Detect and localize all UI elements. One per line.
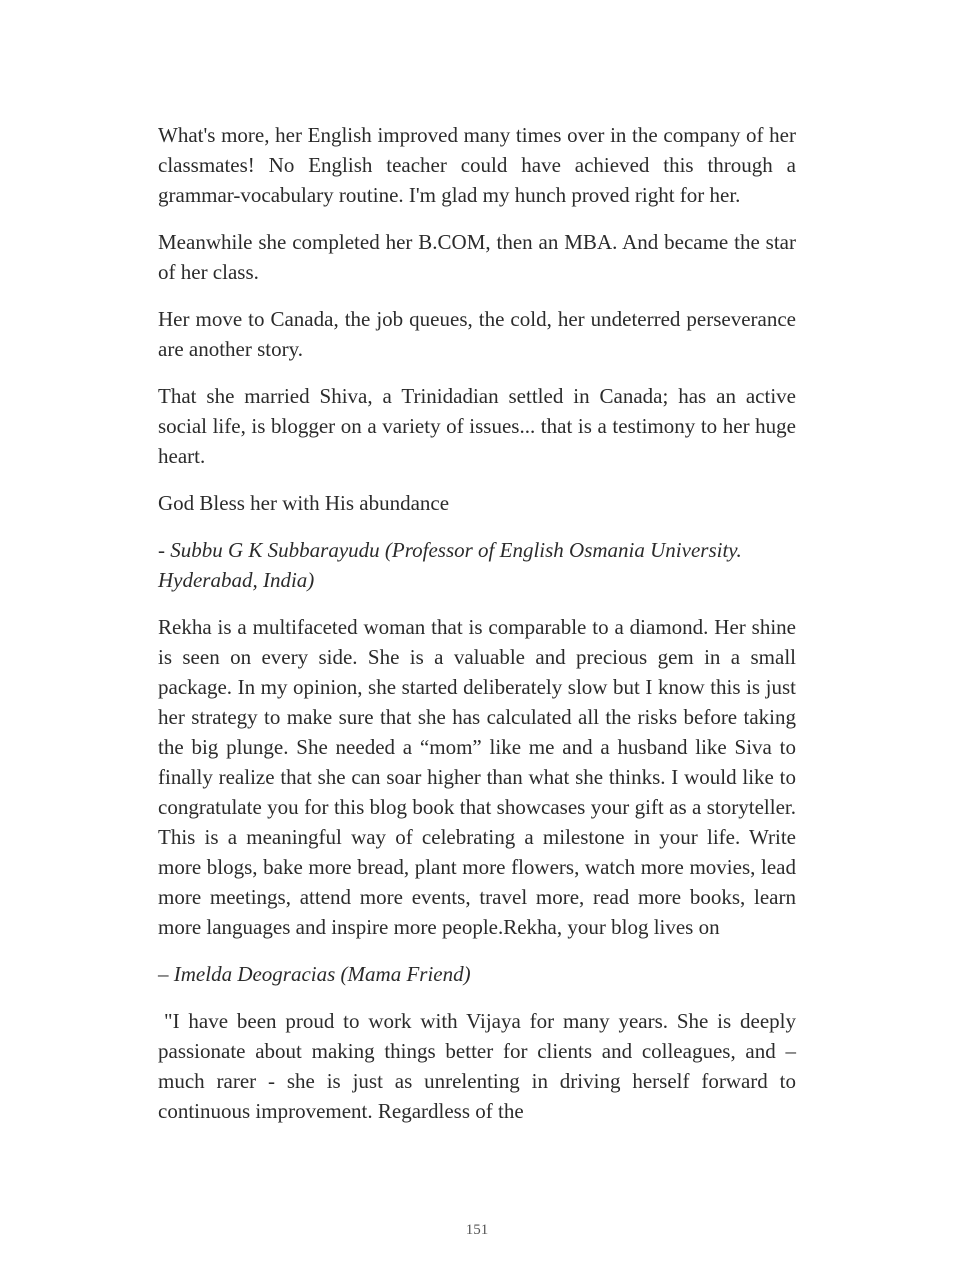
paragraph-married-shiva: That she married Shiva, a Trinidadian settled in Canada; has an active social life, is blogger on a variety of issues... that is a testimony to her huge heart. — [158, 384, 796, 468]
attribution-subbarayudu — [158, 535, 796, 595]
paragraph-english-improved: What's more, her English improved many times over in the company of her classmates! No English teacher could have achieved this through a grammar-vocabulary routine. I'm glad my hunch proved right for her. — [158, 123, 796, 207]
paragraph-god-bless: God Bless her with His abundance — [158, 491, 450, 515]
attribution-subbarayudu-text: Subbu G K Subbarayudu (Professor of English Osmania University. Hyderabad, India) — [158, 538, 742, 592]
paragraph-bcom-mba: Meanwhile she completed her B.COM, then an MBA. And became the star of her class. — [158, 230, 796, 284]
attribution-imelda: – Imelda Deogracias (Mama Friend) — [158, 962, 471, 986]
paragraph-move-to-canada: Her move to Canada, the job queues, the cold, her undeterred perseverance are another story. — [158, 307, 796, 361]
page-number: 151 — [465, 1222, 489, 1238]
testimonial-vijaya: "I have been proud to work with Vijaya for many years. She is deeply passionate about making things better for clients and colleagues, and – much rarer - she is just as unrelenting in driving herself forward to continuous improvement. Regardless of the — [158, 1009, 796, 1123]
attribution-dash: - — [158, 538, 171, 562]
page-body — [158, 120, 796, 1143]
testimonial-imelda: Rekha is a multifaceted woman that is comparable to a diamond. Her shine is seen on every side. She is a valuable and precious gem in a small package. In my opinion, she started deliberately slow but I know this is just her strategy to make sure that she has calculated all the risks before taking the big plunge. She needed a “mom” like me and a husband like Siva to finally realize that she can soar higher than what she thinks. I would like to congratulate you for this blog book that showcases your gift as a storyteller. This is a meaningful way of celebrating a milestone in your life. Write more blogs, bake more bread, plant more flowers, watch more movies, lead more meetings, attend more events, travel more, read more books, learn more languages and inspire more people.Rekha, your blog lives on — [158, 615, 796, 939]
